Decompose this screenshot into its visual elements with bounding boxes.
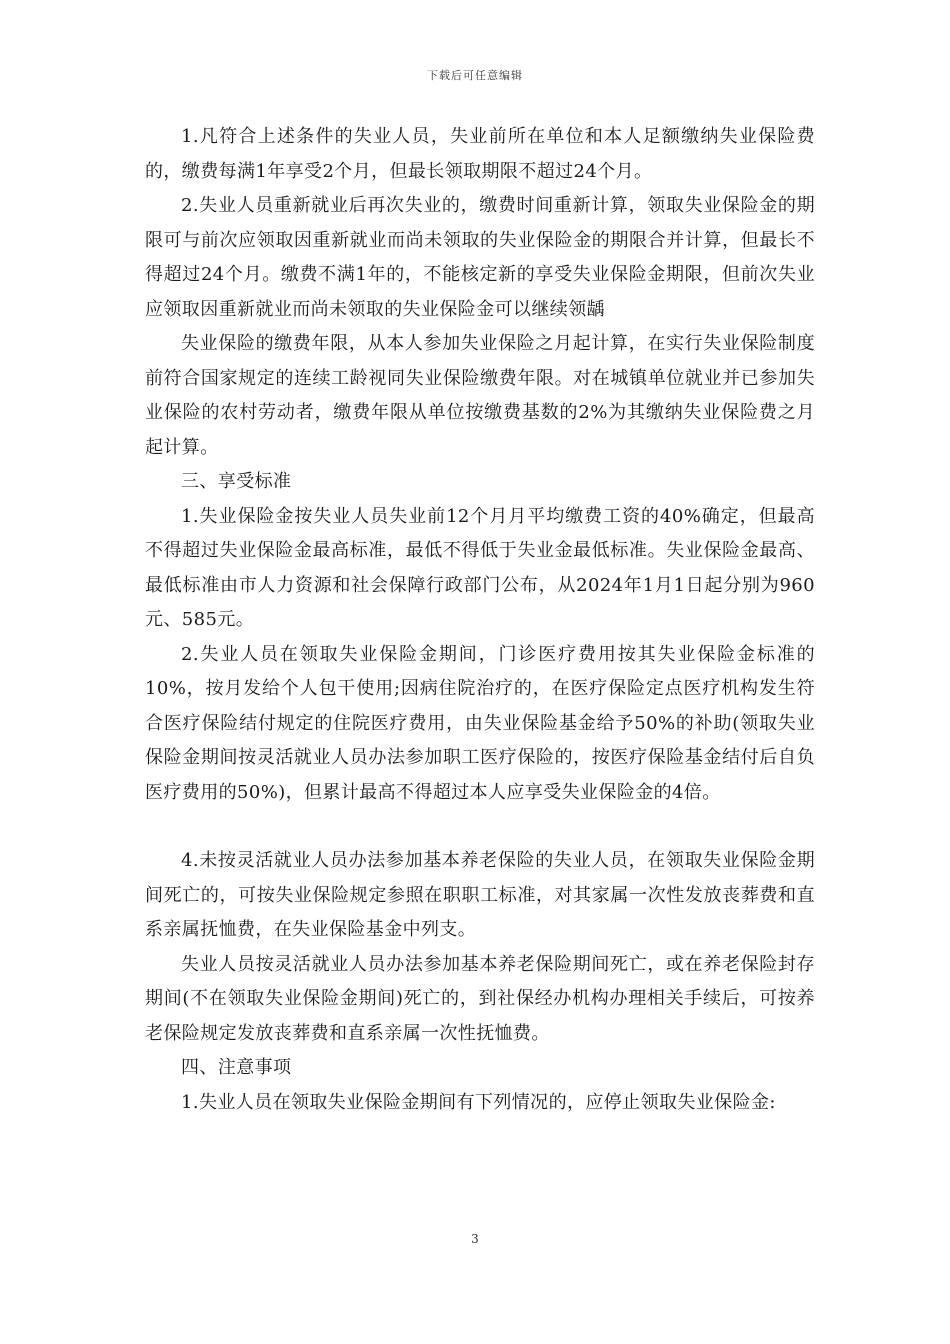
section-heading-notes: 四、注意事项 <box>181 1057 292 1078</box>
paragraph-benefit-duration-1: 1.凡符合上述条件的失业人员，失业前所在单位和本人足额缴纳失业保险费的，缴费每满1年享受2个月，但最长领取期限不超过24个月。 <box>145 126 815 182</box>
paragraph-standard-4: 4.未按灵活就业人员办法参加基本养老保险的失业人员，在领取失业保险金期间死亡的，可按失业保险规定参照在职职工标准，对其家属一次性发放丧葬费和直系亲属抚恤费，在失业保险基金中列支。 <box>145 850 815 940</box>
paragraph-note-1: 1.失业人员在领取失业保险金期间有下列情况的，应停止领取失业保险金: <box>181 1091 776 1113</box>
paragraph-benefit-duration-2: 2.失业人员重新就业后再次失业的，缴费时间重新计算，领取失业保险金的期限可与前次应领取因重新就业而尚未领取的失业保险金的期限合并计算，但最长不得超过24个月。缴费不满1年的，不能核定新的享受失业保险金期限，但前次失业应领取因重新就业而尚未领取的失业保险金可以继续领龋 <box>145 195 815 320</box>
paragraph-contribution-years: 失业保险的缴费年限，从本人参加失业保险之月起计算，在实行失业保险制度前符合国家规定的连续工龄视同失业保险缴费年限。对在城镇单位就业并已参加失业保险的农村劳动者，缴费年限从单位按缴费基数的2%为其缴纳失业保险费之月起计算。 <box>145 333 815 458</box>
section-heading-standards: 三、享受标准 <box>181 471 292 492</box>
document-body <box>145 120 815 1120</box>
paragraph-death-benefits: 失业人员按灵活就业人员办法参加基本养老保险期间死亡，或在养老保险封存期间(不在领取失业保险金期间)死亡的，到社保经办机构办理相关手续后，可按养老保险规定发放丧葬费和直系亲属一次性抚恤费。 <box>145 953 815 1044</box>
paragraph-gap <box>145 810 815 844</box>
page-header-note: 下载后可任意编辑 <box>427 69 523 82</box>
paragraph-standard-2: 2.失业人员在领取失业保险金期间，门诊医疗费用按其失业保险金标准的10%，按月发给个人包干使用;因病住院治疗的，在医疗保险定点医疗机构发生符合医疗保险结付规定的住院医疗费用，由失业保险基金给予50%的补助(领取失业保险金期间按灵活就业人员办法参加职工医疗保险的，按医疗保险基金结付后自负医疗费用的50%)，但累计最高不得超过本人应享受失业保险金的4倍。 <box>145 643 815 803</box>
paragraph-standard-1: 1.失业保险金按失业人员失业前12个月月平均缴费工资的40%确定，但最高不得超过失业保险金最高标准，最低不得低于失业金最低标准。失业保险金最高、最低标准由市人力资源和社会保障行政部门公布，从2024年1月1日起分别为960元、585元。 <box>145 505 815 630</box>
page-number: 3 <box>471 1232 479 1246</box>
